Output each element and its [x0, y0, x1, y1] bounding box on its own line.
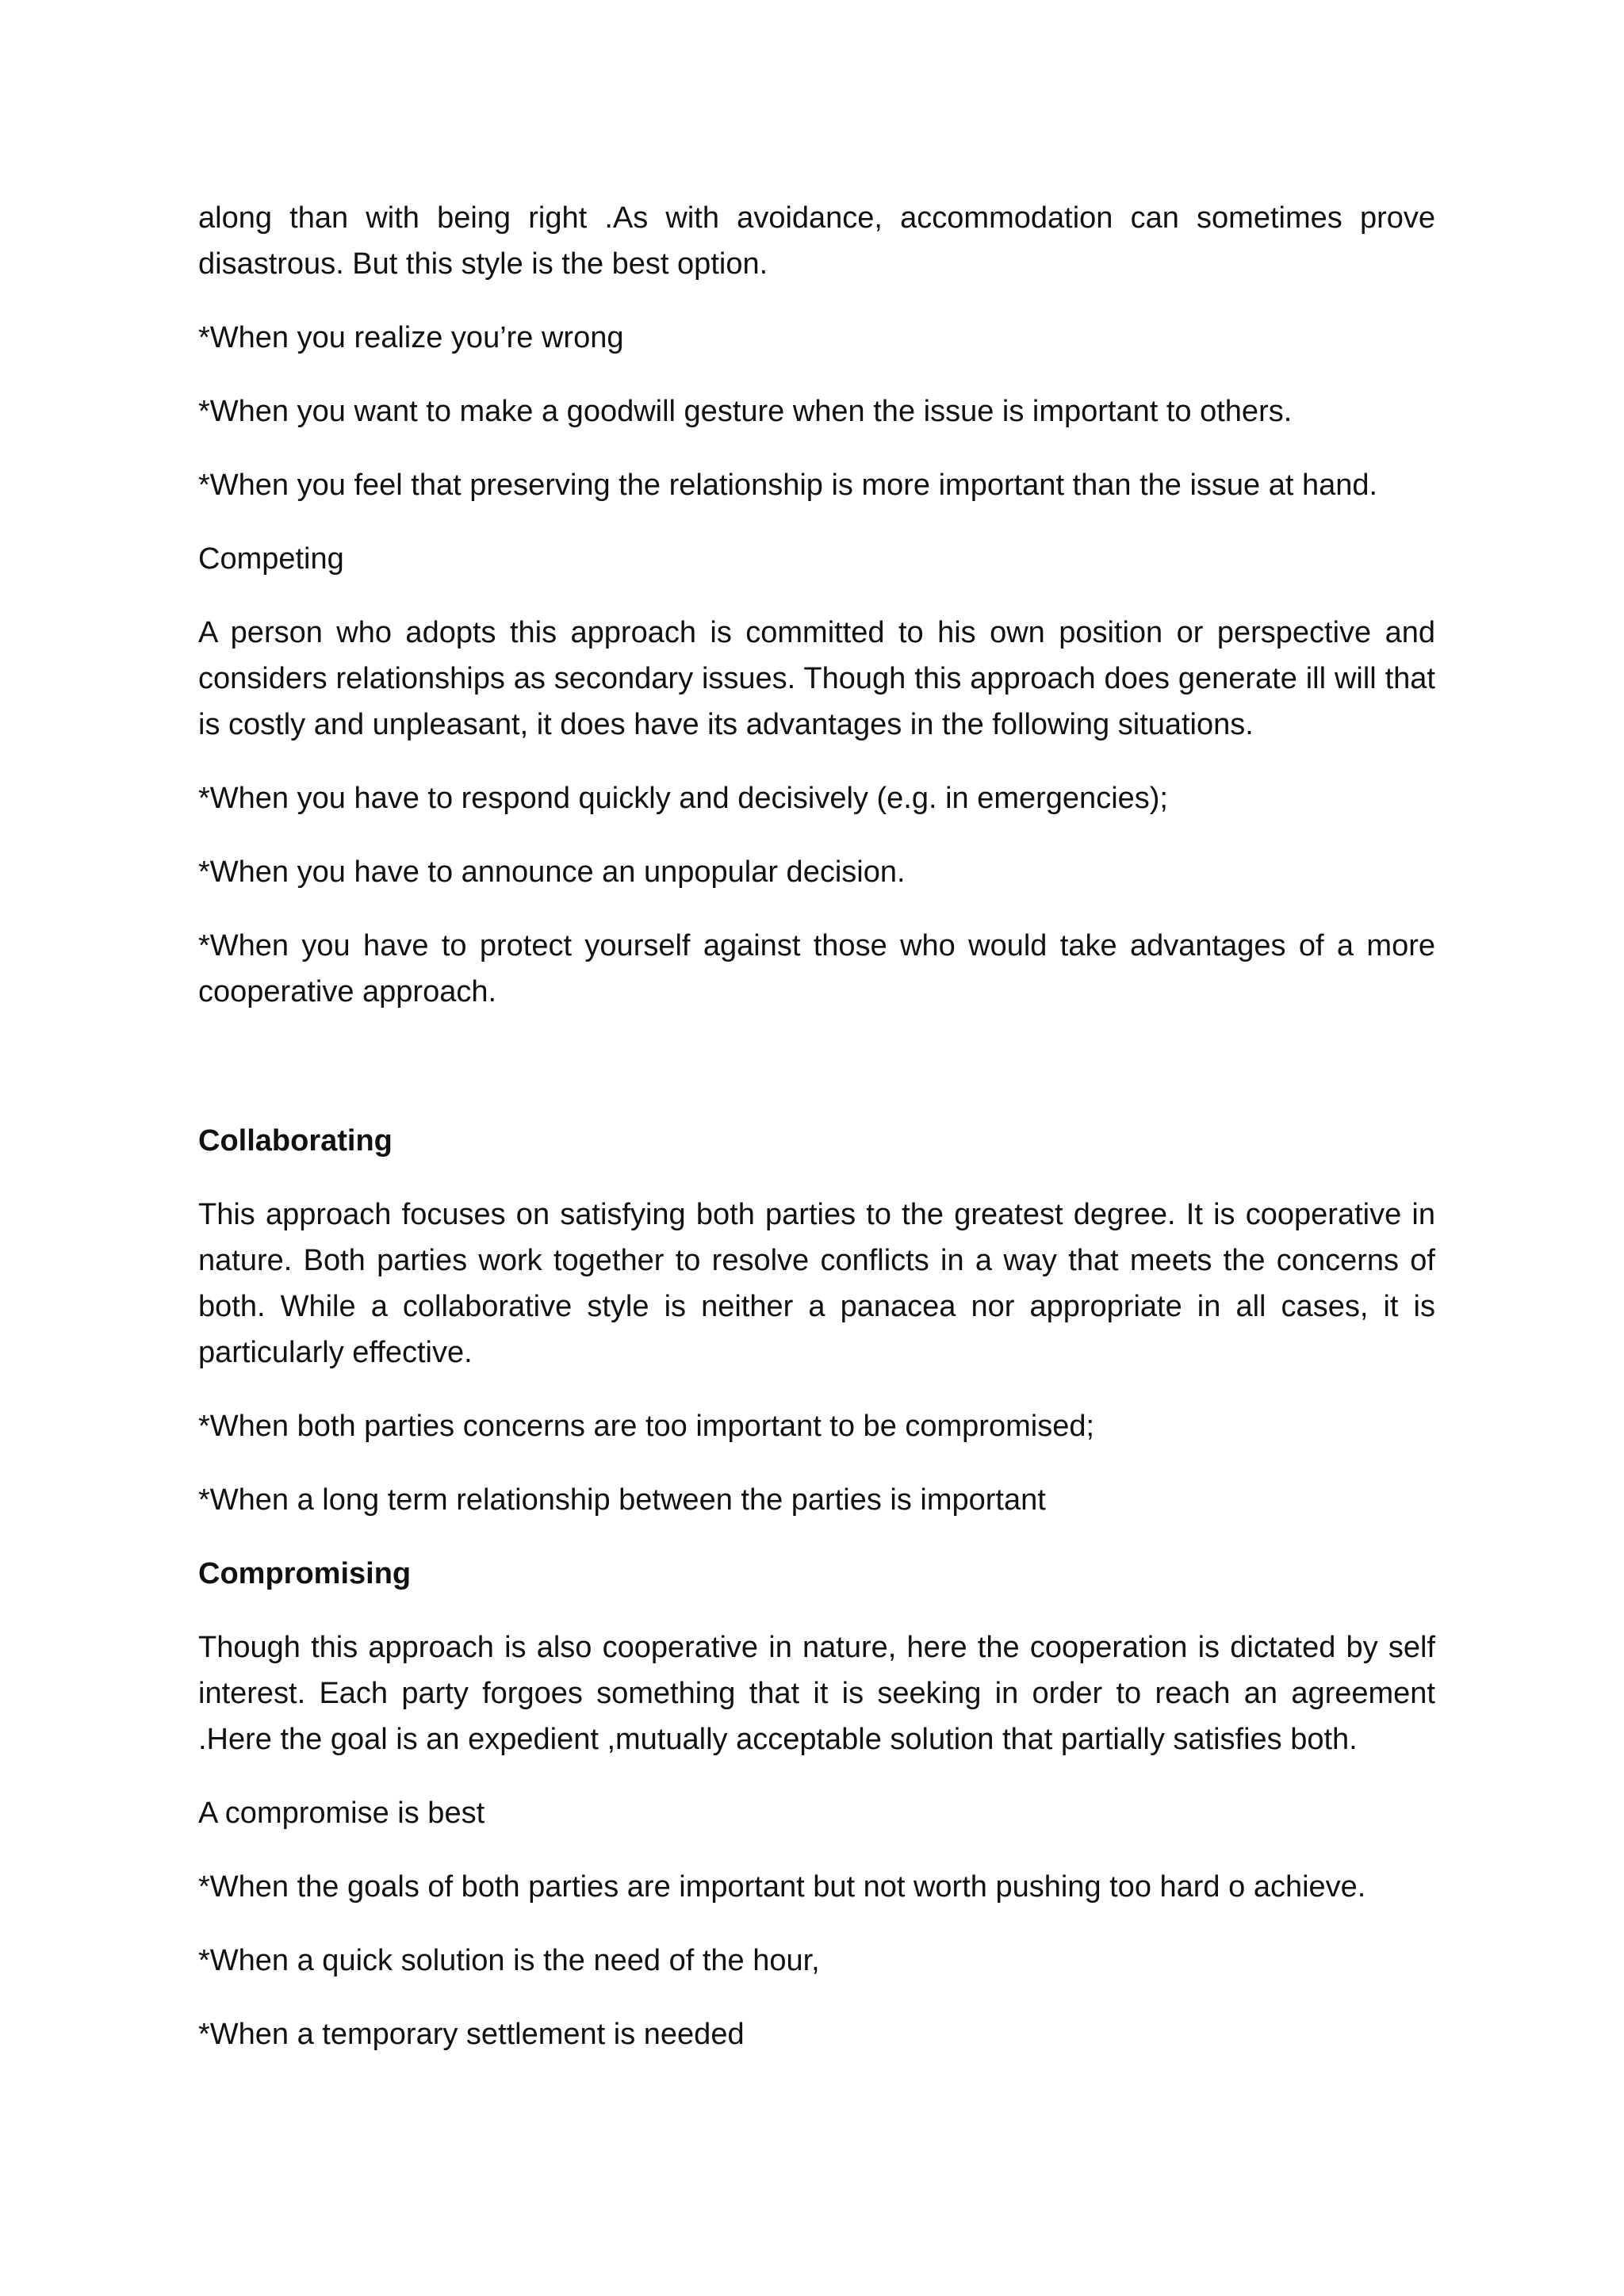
accommodation-intro-paragraph: along than with being right .As with avoidance, accommodation can sometimes prove disastrous. But this style is the best option.: [198, 201, 1435, 281]
bullet-temporary-settlement: *When a temporary settlement is needed: [198, 2018, 745, 2051]
document-body: [198, 195, 1435, 2085]
competing-heading: Competing: [198, 542, 344, 576]
bullet-realize-wrong: *When you realize you’re wrong: [198, 321, 624, 354]
bullet-concerns-too-important: *When both parties concerns are too important to be compromised;: [198, 1410, 1095, 1443]
collaborating-paragraph: This approach focuses on satisfying both parties to the greatest degree. It is cooperative in nature. Both parties work together to resolve conflicts in a way that meets the concerns of both. While a collaborative style is neither a panacea nor appropriate in all cases, it is particularly effective.: [198, 1198, 1435, 1369]
competing-paragraph: A person who adopts this approach is committed to his own position or perspective and considers relationships as secondary issues. Though this approach does generate ill will that is costly and unpleasant, it does have its advantages in the following situations.: [198, 616, 1435, 741]
compromising-paragraph: Though this approach is also cooperative in nature, here the cooperation is dictated by self interest. Each party forgoes something that it is seeking in order to reach an agreement .Here the goal is an expedient ,mutually acceptable solution that partially satisfies both.: [198, 1631, 1435, 1756]
bullet-goodwill-gesture: *When you want to make a goodwill gesture when the issue is important to others.: [198, 395, 1293, 428]
bullet-protect-yourself: *When you have to protect yourself against those who would take advantages of a more cooperative approach.: [198, 929, 1435, 1008]
bullet-quick-solution: *When a quick solution is the need of the hour,: [198, 1944, 820, 1977]
bullet-long-term-relationship: *When a long term relationship between the parties is important: [198, 1483, 1046, 1517]
compromise-best-line: A compromise is best: [198, 1797, 485, 1830]
bullet-goals-important: *When the goals of both parties are important but not worth pushing too hard o achieve.: [198, 1870, 1366, 1904]
bullet-unpopular-decision: *When you have to announce an unpopular decision.: [198, 855, 906, 889]
compromising-heading: Compromising: [198, 1557, 412, 1590]
bullet-respond-quickly: *When you have to respond quickly and decisively (e.g. in emergencies);: [198, 782, 1168, 815]
collaborating-heading: Collaborating: [198, 1124, 393, 1158]
bullet-preserve-relationship: *When you feel that preserving the relationship is more important than the issue at hand.: [198, 469, 1378, 502]
